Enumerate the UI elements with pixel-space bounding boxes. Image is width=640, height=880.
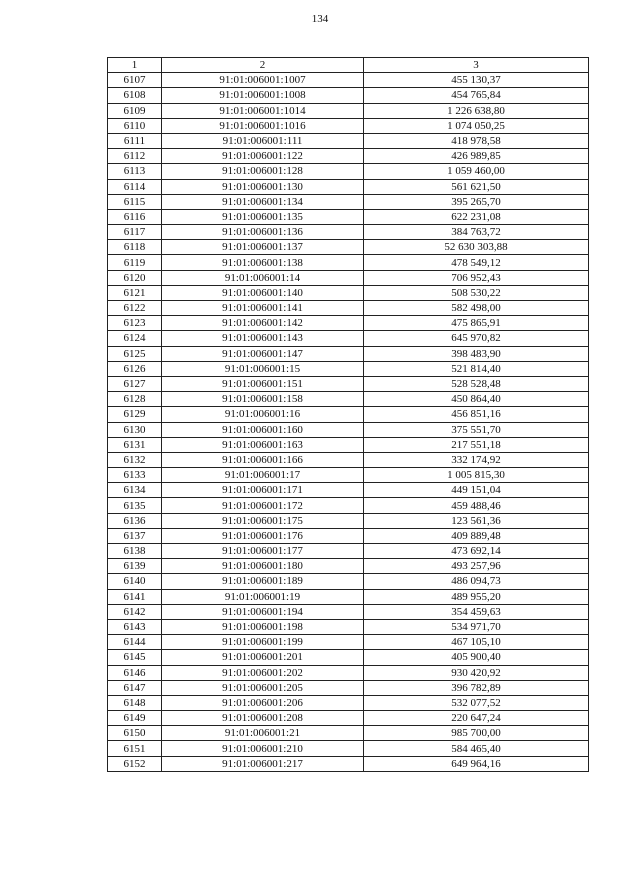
cadastral-value-cell: 645 970,82 — [364, 331, 589, 346]
cadastral-value-cell: 930 420,92 — [364, 665, 589, 680]
row-number-cell: 6141 — [108, 589, 162, 604]
cadastral-value-cell: 584 465,40 — [364, 741, 589, 756]
table-row — [108, 392, 589, 407]
row-number-cell: 6143 — [108, 619, 162, 634]
table-row — [108, 164, 589, 179]
cadastral-value-cell: 534 971,70 — [364, 619, 589, 634]
row-number-cell: 6126 — [108, 361, 162, 376]
cadastral-value-cell: 1 226 638,80 — [364, 103, 589, 118]
table-row — [108, 452, 589, 467]
cadastral-value-cell: 450 864,40 — [364, 392, 589, 407]
table-row — [108, 331, 589, 346]
header-cell-1: 1 — [108, 58, 162, 73]
table-row — [108, 437, 589, 452]
cadastral-number-cell: 91:01:006001:17 — [162, 468, 364, 483]
row-number-cell: 6139 — [108, 559, 162, 574]
row-number-cell: 6123 — [108, 316, 162, 331]
cadastral-number-cell: 91:01:006001:128 — [162, 164, 364, 179]
row-number-cell: 6127 — [108, 376, 162, 391]
table-row — [108, 255, 589, 270]
cadastral-number-cell: 91:01:006001:158 — [162, 392, 364, 407]
cadastral-value-cell: 217 551,18 — [364, 437, 589, 452]
cadastral-number-cell: 91:01:006001:163 — [162, 437, 364, 452]
row-number-cell: 6112 — [108, 149, 162, 164]
row-number-cell: 6130 — [108, 422, 162, 437]
cadastral-number-cell: 91:01:006001:142 — [162, 316, 364, 331]
row-number-cell: 6133 — [108, 468, 162, 483]
cadastral-value-cell: 649 964,16 — [364, 756, 589, 771]
cadastral-value-cell: 486 094,73 — [364, 574, 589, 589]
cadastral-number-cell: 91:01:006001:143 — [162, 331, 364, 346]
cadastral-value-cell: 493 257,96 — [364, 559, 589, 574]
cadastral-value-cell: 456 851,16 — [364, 407, 589, 422]
table-row — [108, 149, 589, 164]
table-row — [108, 240, 589, 255]
cadastral-number-cell: 91:01:006001:19 — [162, 589, 364, 604]
cadastral-number-cell: 91:01:006001:172 — [162, 498, 364, 513]
table-row — [108, 726, 589, 741]
table-row — [108, 103, 589, 118]
cadastral-number-cell: 91:01:006001:15 — [162, 361, 364, 376]
cadastral-number-cell: 91:01:006001:122 — [162, 149, 364, 164]
row-number-cell: 6125 — [108, 346, 162, 361]
cadastral-number-cell: 91:01:006001:134 — [162, 194, 364, 209]
table-row — [108, 316, 589, 331]
row-number-cell: 6120 — [108, 270, 162, 285]
table-row — [108, 270, 589, 285]
row-number-cell: 6108 — [108, 88, 162, 103]
table-header — [108, 58, 589, 73]
cadastral-value-cell: 561 621,50 — [364, 179, 589, 194]
row-number-cell: 6135 — [108, 498, 162, 513]
cadastral-number-cell: 91:01:006001:160 — [162, 422, 364, 437]
row-number-cell: 6113 — [108, 164, 162, 179]
cadastral-number-cell: 91:01:006001:16 — [162, 407, 364, 422]
cadastral-value-cell: 449 151,04 — [364, 483, 589, 498]
cadastral-number-cell: 91:01:006001:208 — [162, 711, 364, 726]
cadastral-number-cell: 91:01:006001:210 — [162, 741, 364, 756]
header-cell-3: 3 — [364, 58, 589, 73]
row-number-cell: 6137 — [108, 528, 162, 543]
cadastral-number-cell: 91:01:006001:177 — [162, 544, 364, 559]
cadastral-number-cell: 91:01:006001:217 — [162, 756, 364, 771]
cadastral-number-cell: 91:01:006001:199 — [162, 635, 364, 650]
cadastral-number-cell: 91:01:006001:141 — [162, 301, 364, 316]
row-number-cell: 6138 — [108, 544, 162, 559]
cadastral-value-cell: 489 955,20 — [364, 589, 589, 604]
row-number-cell: 6118 — [108, 240, 162, 255]
table-row — [108, 118, 589, 133]
cadastral-number-cell: 91:01:006001:137 — [162, 240, 364, 255]
table-row — [108, 650, 589, 665]
table-row — [108, 741, 589, 756]
cadastral-value-cell: 475 865,91 — [364, 316, 589, 331]
cadastral-value-cell: 375 551,70 — [364, 422, 589, 437]
cadastral-value-cell: 405 900,40 — [364, 650, 589, 665]
table-row — [108, 559, 589, 574]
cadastral-value-cell: 622 231,08 — [364, 209, 589, 224]
row-number-cell: 6145 — [108, 650, 162, 665]
cadastral-value-cell: 409 889,48 — [364, 528, 589, 543]
table-row — [108, 209, 589, 224]
table-row — [108, 483, 589, 498]
row-number-cell: 6148 — [108, 695, 162, 710]
table-row — [108, 468, 589, 483]
cadastral-value-table — [107, 57, 589, 772]
row-number-cell: 6111 — [108, 133, 162, 148]
cadastral-value-cell: 1 059 460,00 — [364, 164, 589, 179]
cadastral-number-cell: 91:01:006001:1016 — [162, 118, 364, 133]
table-row — [108, 619, 589, 634]
cadastral-value-cell: 582 498,00 — [364, 301, 589, 316]
row-number-cell: 6149 — [108, 711, 162, 726]
row-number-cell: 6152 — [108, 756, 162, 771]
cadastral-value-cell: 454 765,84 — [364, 88, 589, 103]
table-row — [108, 695, 589, 710]
row-number-cell: 6142 — [108, 604, 162, 619]
table-row — [108, 179, 589, 194]
row-number-cell: 6146 — [108, 665, 162, 680]
table-body — [108, 73, 589, 772]
table-row — [108, 361, 589, 376]
cadastral-value-cell: 395 265,70 — [364, 194, 589, 209]
cadastral-number-cell: 91:01:006001:201 — [162, 650, 364, 665]
row-number-cell: 6107 — [108, 73, 162, 88]
row-number-cell: 6147 — [108, 680, 162, 695]
cadastral-number-cell: 91:01:006001:14 — [162, 270, 364, 285]
cadastral-number-cell: 91:01:006001:140 — [162, 285, 364, 300]
cadastral-value-cell: 332 174,92 — [364, 452, 589, 467]
cadastral-value-cell: 123 561,36 — [364, 513, 589, 528]
cadastral-number-cell: 91:01:006001:21 — [162, 726, 364, 741]
table-row — [108, 665, 589, 680]
table-row — [108, 285, 589, 300]
cadastral-value-cell: 528 528,48 — [364, 376, 589, 391]
cadastral-number-cell: 91:01:006001:138 — [162, 255, 364, 270]
table-row — [108, 513, 589, 528]
row-number-cell: 6136 — [108, 513, 162, 528]
cadastral-value-cell: 52 630 303,88 — [364, 240, 589, 255]
table-row — [108, 528, 589, 543]
table-row — [108, 756, 589, 771]
row-number-cell: 6134 — [108, 483, 162, 498]
cadastral-value-cell: 418 978,58 — [364, 133, 589, 148]
row-number-cell: 6124 — [108, 331, 162, 346]
cadastral-value-cell: 1 074 050,25 — [364, 118, 589, 133]
cadastral-value-cell: 473 692,14 — [364, 544, 589, 559]
cadastral-number-cell: 91:01:006001:180 — [162, 559, 364, 574]
row-number-cell: 6116 — [108, 209, 162, 224]
table-row — [108, 376, 589, 391]
header-cell-2: 2 — [162, 58, 364, 73]
cadastral-number-cell: 91:01:006001:1008 — [162, 88, 364, 103]
cadastral-number-cell: 91:01:006001:175 — [162, 513, 364, 528]
cadastral-number-cell: 91:01:006001:189 — [162, 574, 364, 589]
table-row — [108, 422, 589, 437]
cadastral-value-cell: 220 647,24 — [364, 711, 589, 726]
row-number-cell: 6119 — [108, 255, 162, 270]
cadastral-number-cell: 91:01:006001:206 — [162, 695, 364, 710]
cadastral-value-cell: 384 763,72 — [364, 225, 589, 240]
cadastral-value-cell: 508 530,22 — [364, 285, 589, 300]
table-row — [108, 680, 589, 695]
cadastral-number-cell: 91:01:006001:166 — [162, 452, 364, 467]
cadastral-number-cell: 91:01:006001:202 — [162, 665, 364, 680]
row-number-cell: 6132 — [108, 452, 162, 467]
cadastral-value-cell: 354 459,63 — [364, 604, 589, 619]
cadastral-number-cell: 91:01:006001:198 — [162, 619, 364, 634]
row-number-cell: 6115 — [108, 194, 162, 209]
cadastral-number-cell: 91:01:006001:1007 — [162, 73, 364, 88]
row-number-cell: 6129 — [108, 407, 162, 422]
table-row — [108, 346, 589, 361]
table-row — [108, 635, 589, 650]
row-number-cell: 6150 — [108, 726, 162, 741]
cadastral-number-cell: 91:01:006001:130 — [162, 179, 364, 194]
cadastral-number-cell: 91:01:006001:176 — [162, 528, 364, 543]
cadastral-number-cell: 91:01:006001:135 — [162, 209, 364, 224]
table-row — [108, 225, 589, 240]
table-row — [108, 604, 589, 619]
table-row — [108, 589, 589, 604]
cadastral-number-cell: 91:01:006001:1014 — [162, 103, 364, 118]
row-number-cell: 6121 — [108, 285, 162, 300]
header-row — [108, 58, 589, 73]
table-row — [108, 407, 589, 422]
row-number-cell: 6114 — [108, 179, 162, 194]
cadastral-value-cell: 396 782,89 — [364, 680, 589, 695]
cadastral-value-cell: 985 700,00 — [364, 726, 589, 741]
row-number-cell: 6131 — [108, 437, 162, 452]
cadastral-number-cell: 91:01:006001:171 — [162, 483, 364, 498]
row-number-cell: 6109 — [108, 103, 162, 118]
cadastral-number-cell: 91:01:006001:147 — [162, 346, 364, 361]
cadastral-number-cell: 91:01:006001:136 — [162, 225, 364, 240]
table-row — [108, 711, 589, 726]
cadastral-value-cell: 478 549,12 — [364, 255, 589, 270]
table-row — [108, 88, 589, 103]
cadastral-value-cell: 426 989,85 — [364, 149, 589, 164]
cadastral-number-cell: 91:01:006001:151 — [162, 376, 364, 391]
cadastral-value-cell: 532 077,52 — [364, 695, 589, 710]
cadastral-value-cell: 398 483,90 — [364, 346, 589, 361]
row-number-cell: 6144 — [108, 635, 162, 650]
table-row — [108, 73, 589, 88]
row-number-cell: 6122 — [108, 301, 162, 316]
cadastral-value-cell: 455 130,37 — [364, 73, 589, 88]
page-number: 134 — [311, 13, 329, 25]
cadastral-value-cell: 706 952,43 — [364, 270, 589, 285]
cadastral-value-cell: 1 005 815,30 — [364, 468, 589, 483]
table-row — [108, 133, 589, 148]
cadastral-value-cell: 459 488,46 — [364, 498, 589, 513]
row-number-cell: 6117 — [108, 225, 162, 240]
table-row — [108, 574, 589, 589]
table-row — [108, 194, 589, 209]
row-number-cell: 6151 — [108, 741, 162, 756]
row-number-cell: 6128 — [108, 392, 162, 407]
cadastral-number-cell: 91:01:006001:205 — [162, 680, 364, 695]
row-number-cell: 6140 — [108, 574, 162, 589]
table-row — [108, 544, 589, 559]
cadastral-value-cell: 467 105,10 — [364, 635, 589, 650]
row-number-cell: 6110 — [108, 118, 162, 133]
table-row — [108, 301, 589, 316]
table-row — [108, 498, 589, 513]
cadastral-value-cell: 521 814,40 — [364, 361, 589, 376]
cadastral-number-cell: 91:01:006001:111 — [162, 133, 364, 148]
cadastral-number-cell: 91:01:006001:194 — [162, 604, 364, 619]
